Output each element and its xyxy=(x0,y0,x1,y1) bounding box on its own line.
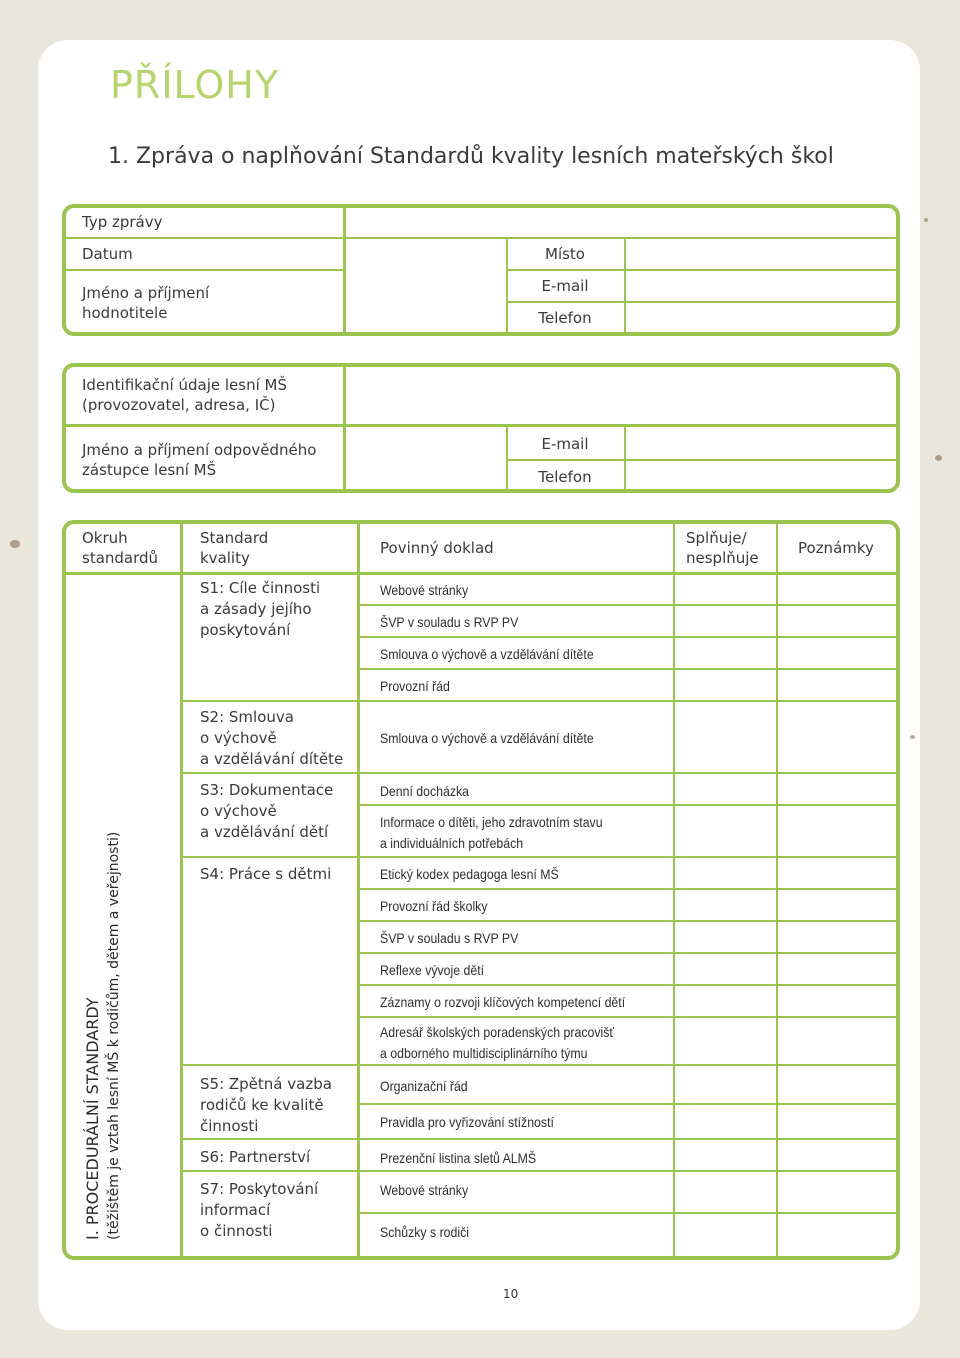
document-item: Provozní řád xyxy=(380,678,450,694)
row-divider xyxy=(359,984,898,986)
document-item xyxy=(380,812,603,854)
document-item: Webové stránky xyxy=(380,582,469,598)
school-id-label xyxy=(82,375,287,416)
standard-s2 xyxy=(200,707,343,770)
school-id-line1: Identifikační údaje lesní MŠ xyxy=(82,376,287,394)
document-item: Prezenční listina sletů ALMŠ xyxy=(380,1150,537,1166)
row-divider xyxy=(182,1138,898,1140)
s1-line1: S1: Cíle činnosti xyxy=(200,579,321,597)
standard-s4 xyxy=(200,864,331,884)
s1-line3: poskytování xyxy=(200,621,291,639)
header-scope-line2: standardů xyxy=(82,549,159,568)
report-type-label: Typ zprávy xyxy=(82,213,163,231)
divider xyxy=(506,269,898,271)
row-divider xyxy=(359,636,898,638)
s3-line2: o výchově xyxy=(200,802,277,820)
header-standard-line2: kvality xyxy=(200,549,250,568)
speck xyxy=(10,540,20,548)
document-item: Provozní řád školky xyxy=(380,898,488,914)
column-divider xyxy=(357,522,360,1258)
s1-line2: a zásady jejího xyxy=(200,600,312,618)
page-heading: PŘÍLOHY xyxy=(110,63,280,107)
representative-label xyxy=(82,440,316,481)
row-divider xyxy=(182,1064,898,1066)
divider xyxy=(343,206,346,334)
date-label: Datum xyxy=(82,245,133,263)
divider xyxy=(343,365,346,491)
header-standard-line1: Standard xyxy=(200,529,269,547)
standard-s6 xyxy=(200,1147,310,1167)
row-divider xyxy=(359,1212,898,1214)
header-scope xyxy=(82,528,158,569)
scope-subtitle: (těžištěm je vztah lesní MŠ k rodičům, dětem a veřejnosti) xyxy=(106,831,122,1240)
document-item-line1: Adresář školských poradenských pracovišť xyxy=(380,1024,615,1040)
document-item: Denní docházka xyxy=(380,783,470,799)
document-item-line1: Informace o dítěti, jeho zdravotním stavu xyxy=(380,814,603,830)
document-item: Pravidla pro vyřizování stížností xyxy=(380,1114,554,1130)
row-divider xyxy=(359,604,898,606)
divider xyxy=(64,237,898,239)
divider xyxy=(64,269,343,271)
row-divider xyxy=(359,952,898,954)
evaluator-name-line1: Jméno a příjmení xyxy=(82,284,210,302)
header-divider xyxy=(64,572,898,575)
header-compliance-line1: Splňuje/ xyxy=(686,529,747,547)
document-item: ŠVP v souladu s RVP PV xyxy=(380,614,519,630)
s5-line1: S5: Zpětná vazba xyxy=(200,1075,332,1093)
divider xyxy=(506,459,898,461)
s4-line1: S4: Práce s dětmi xyxy=(200,865,332,883)
header-scope-line1: Okruh xyxy=(82,529,128,547)
s2-line1: S2: Smlouva xyxy=(200,708,294,726)
standard-s1 xyxy=(200,578,320,641)
document-item: Organizační řád xyxy=(380,1078,468,1094)
phone-label: Telefon xyxy=(538,309,592,327)
document-item-line2: a individuálních potřebách xyxy=(380,835,524,851)
email-label: E-mail xyxy=(541,277,589,295)
document-item xyxy=(380,1022,614,1064)
s7-line3: o činnosti xyxy=(200,1222,273,1240)
divider xyxy=(64,424,898,427)
s6-line1: S6: Partnerství xyxy=(200,1148,311,1166)
representative-line1: Jméno a příjmení odpovědného xyxy=(82,441,317,459)
row-divider xyxy=(182,856,898,858)
document-item: Webové stránky xyxy=(380,1182,469,1198)
document-item: ŠVP v souladu s RVP PV xyxy=(380,930,519,946)
speck xyxy=(910,735,915,739)
s7-line2: informací xyxy=(200,1201,271,1219)
row-divider xyxy=(359,668,898,670)
row-divider xyxy=(359,1016,898,1018)
representative-line2: zástupce lesní MŠ xyxy=(82,461,217,480)
column-divider xyxy=(776,522,778,1258)
evaluator-name-line2: hodnotitele xyxy=(82,304,168,323)
document-item: Reflexe vývoje dětí xyxy=(380,962,485,978)
column-divider xyxy=(180,522,183,1258)
row-divider xyxy=(359,804,898,806)
phone-label: Telefon xyxy=(538,468,592,486)
s5-line2: rodičů ke kvalitě xyxy=(200,1096,324,1114)
standard-s5 xyxy=(200,1074,332,1137)
document-item: Schůzky s rodiči xyxy=(380,1224,470,1240)
header-notes: Poznámky xyxy=(798,539,874,557)
email-label: E-mail xyxy=(541,435,589,453)
speck xyxy=(924,218,928,222)
header-document: Povinný doklad xyxy=(380,539,494,557)
speck xyxy=(935,455,942,461)
divider xyxy=(506,301,898,303)
row-divider xyxy=(182,700,898,702)
document-item: Etický kodex pedagoga lesní MŠ xyxy=(380,866,559,882)
document-item: Záznamy o rozvoji klíčových kompetencí dětí xyxy=(380,994,626,1010)
column-divider xyxy=(673,522,675,1258)
s2-line3: a vzdělávání dítěte xyxy=(200,750,344,768)
evaluator-name-label xyxy=(82,283,209,324)
s5-line3: činnosti xyxy=(200,1117,259,1135)
scope-vertical-label xyxy=(82,832,124,1240)
divider xyxy=(506,238,508,334)
row-divider xyxy=(359,1103,898,1105)
divider xyxy=(624,238,626,334)
place-label: Místo xyxy=(545,245,585,263)
school-id-line2: (provozovatel, adresa, IČ) xyxy=(82,396,276,415)
s3-line3: a vzdělávání dětí xyxy=(200,823,329,841)
row-divider xyxy=(182,1170,898,1172)
scope-title: I. PROCEDURÁLNÍ STANDARDY xyxy=(83,997,102,1240)
row-divider xyxy=(359,920,898,922)
page-number: 10 xyxy=(503,1287,519,1301)
page-title: 1. Zpráva o naplňování Standardů kvality lesních mateřských škol xyxy=(108,144,834,169)
standard-s7 xyxy=(200,1179,318,1242)
document-item: Smlouva o výchově a vzdělávání dítěte xyxy=(380,646,594,662)
document-item-line2: a odborného multidisciplinárního týmu xyxy=(380,1045,588,1061)
row-divider xyxy=(359,888,898,890)
document-item: Smlouva o výchově a vzdělávání dítěte xyxy=(380,730,594,746)
header-standard xyxy=(200,528,268,569)
s3-line1: S3: Dokumentace xyxy=(200,781,334,799)
standard-s3 xyxy=(200,780,333,843)
header-compliance xyxy=(686,528,759,569)
s7-line1: S7: Poskytování xyxy=(200,1180,319,1198)
s2-line2: o výchově xyxy=(200,729,277,747)
header-compliance-line2: nesplňuje xyxy=(686,549,759,568)
row-divider xyxy=(182,772,898,774)
